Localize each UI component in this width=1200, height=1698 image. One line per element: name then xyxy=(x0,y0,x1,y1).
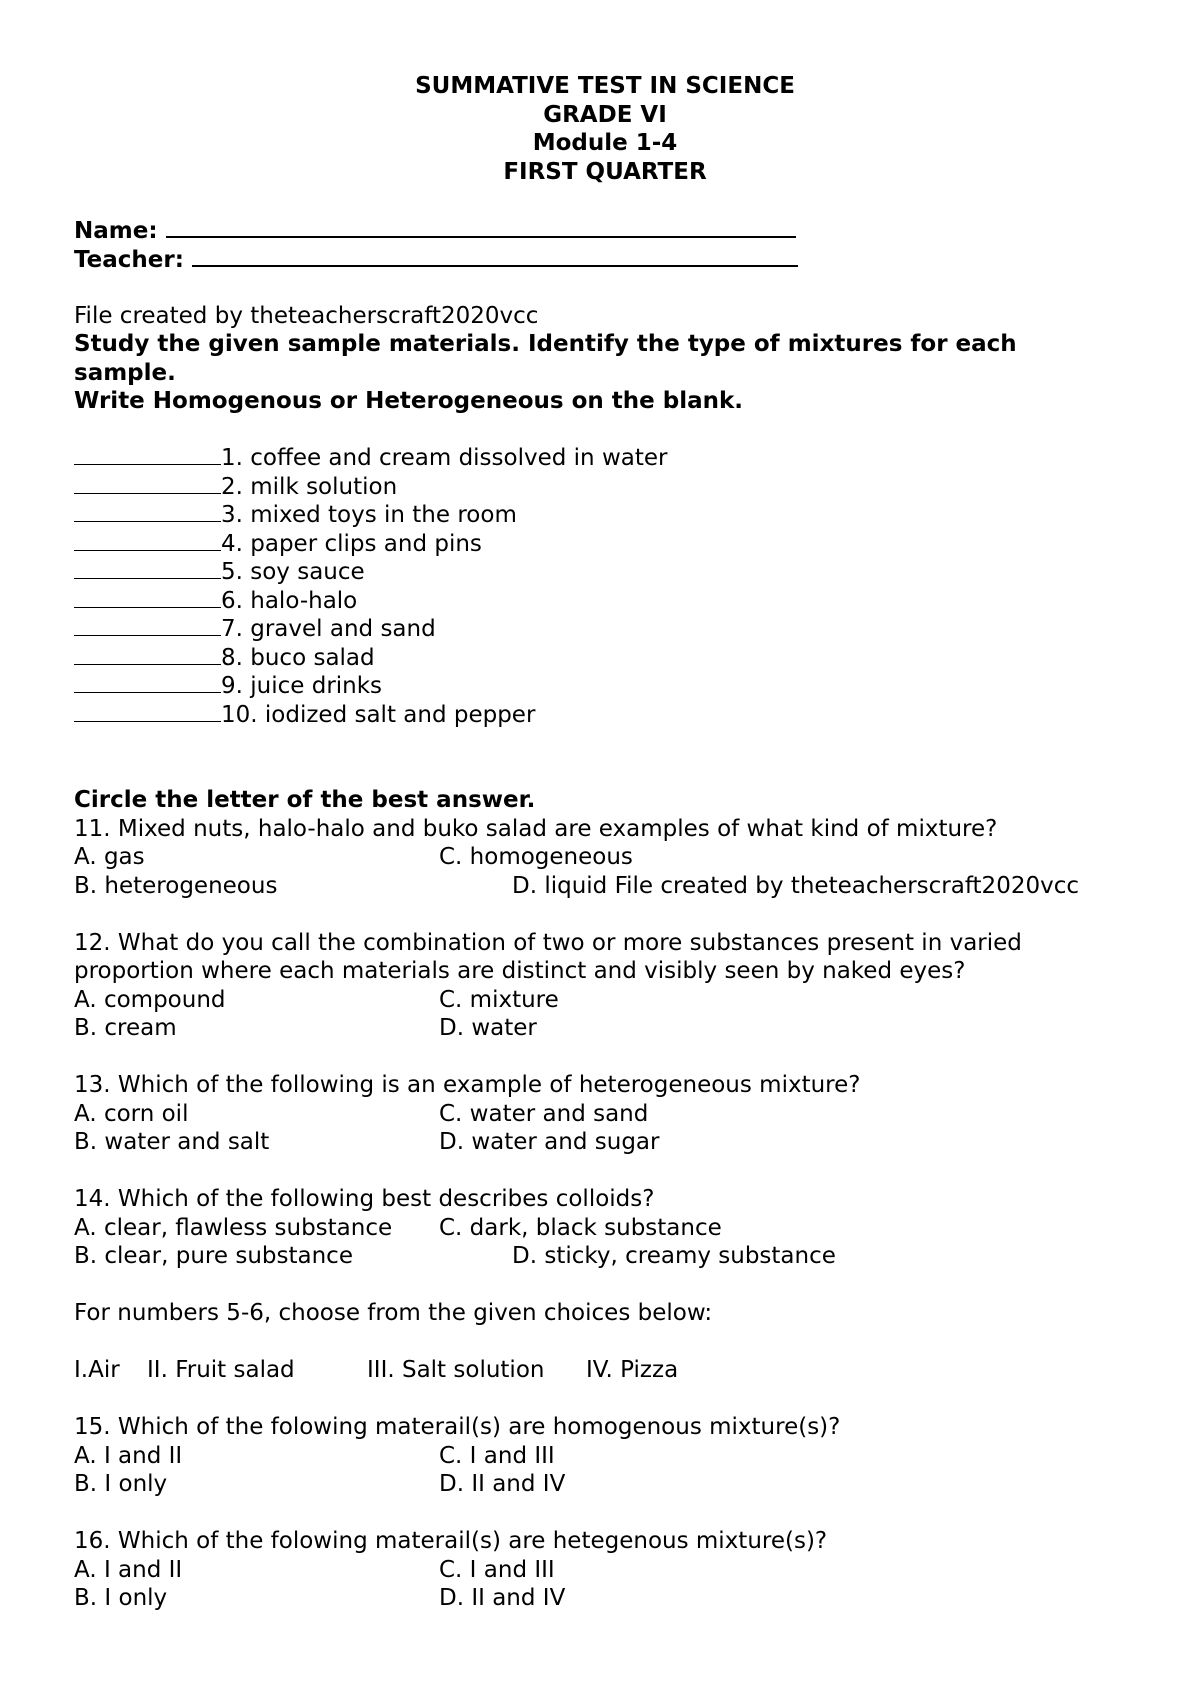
option-a[interactable]: A. clear, flawless substance xyxy=(74,1214,393,1241)
credit-text: File created by theteacherscraft2020vcc xyxy=(74,302,539,329)
part2-instruction: Circle the letter of the best answer. xyxy=(74,787,536,813)
options-row xyxy=(74,1128,1174,1157)
list-item[interactable]: 3. mixed toys in the room xyxy=(74,501,1174,530)
option-b[interactable]: B. cream xyxy=(74,1015,177,1041)
list-item[interactable]: 2. milk solution xyxy=(74,473,1174,502)
worksheet-body xyxy=(74,216,1174,1613)
option-b[interactable]: B. clear, pure substance xyxy=(74,1243,353,1269)
test-title: SUMMATIVE TEST IN SCIENCE xyxy=(415,73,795,99)
option-c[interactable]: C. dark, black substance xyxy=(439,1214,722,1241)
option-a[interactable]: A. gas xyxy=(74,844,145,870)
module-label: Module 1-4 xyxy=(532,130,678,156)
part1-instruction: Study the given sample materials. Identify the type of mixtures for each xyxy=(74,331,1017,357)
teacher-field[interactable] xyxy=(74,245,1174,274)
question-12-cont: proportion where each materials are distinct and visibly seen by naked eyes? xyxy=(74,958,966,984)
option-a[interactable]: A. compound xyxy=(74,986,226,1013)
answer-blank[interactable] xyxy=(74,501,221,522)
option-d[interactable]: D. II and IV xyxy=(439,1471,566,1497)
list-item[interactable]: 8. buco salad xyxy=(74,644,1174,673)
option-d[interactable]: D. II and IV xyxy=(439,1585,566,1611)
option-d[interactable]: D. sticky, creamy substance xyxy=(512,1243,836,1269)
quarter-label: FIRST QUARTER xyxy=(503,158,707,185)
options-row xyxy=(74,1242,1174,1271)
list-item[interactable]: 10. iodized salt and pepper xyxy=(74,701,1174,730)
option-a[interactable]: A. corn oil xyxy=(74,1100,189,1127)
page-header xyxy=(0,72,1200,186)
option-d[interactable]: D. water xyxy=(439,1015,537,1041)
option-d[interactable]: D. liquid File created by theteacherscraft2020vcc xyxy=(512,872,1079,899)
option-a[interactable]: A. I and II xyxy=(74,1556,183,1583)
options-row xyxy=(74,1014,1174,1043)
choice-iii: III. Salt solution xyxy=(367,1357,545,1383)
choice-ii: II. Fruit salad xyxy=(147,1357,295,1383)
question-15: 15. Which of the folowing materail(s) are homogenous mixture(s)? xyxy=(74,1414,841,1440)
choice-i: I.Air xyxy=(74,1357,120,1383)
teacher-label: Teacher: xyxy=(74,246,184,273)
options-row xyxy=(74,1442,1174,1471)
option-b[interactable]: B. water and salt xyxy=(74,1129,270,1155)
options-row xyxy=(74,1100,1174,1129)
list-item[interactable]: 1. coffee and cream dissolved in water xyxy=(74,444,1174,473)
question-16: 16. Which of the folowing materail(s) are hetegenous mixture(s)? xyxy=(74,1528,828,1554)
list-item[interactable]: 5. soy sauce xyxy=(74,558,1174,587)
options-row xyxy=(74,1584,1174,1613)
answer-blank[interactable] xyxy=(74,615,221,636)
option-c[interactable]: C. mixture xyxy=(439,986,559,1013)
question-13: 13. Which of the following is an example of heterogeneous mixture? xyxy=(74,1072,861,1098)
answer-blank[interactable] xyxy=(74,444,221,465)
name-blank[interactable] xyxy=(166,216,796,238)
option-a[interactable]: A. I and II xyxy=(74,1442,183,1469)
answer-blank[interactable] xyxy=(74,644,221,665)
option-b[interactable]: B. I only xyxy=(74,1471,168,1497)
question-11: 11. Mixed nuts, halo-halo and buko salad are examples of what kind of mixture? xyxy=(74,815,998,842)
answer-blank[interactable] xyxy=(74,530,221,551)
list-item[interactable]: 7. gravel and sand xyxy=(74,615,1174,644)
choices-row xyxy=(74,1356,1174,1385)
option-c[interactable]: C. I and III xyxy=(439,1556,555,1583)
answer-blank[interactable] xyxy=(74,701,221,722)
options-row xyxy=(74,1556,1174,1585)
options-row xyxy=(74,843,1174,872)
answer-blank[interactable] xyxy=(74,587,221,608)
teacher-blank[interactable] xyxy=(192,245,798,267)
option-c[interactable]: C. homogeneous xyxy=(439,844,633,870)
answer-blank[interactable] xyxy=(74,473,221,494)
options-row xyxy=(74,986,1174,1015)
question-14: 14. Which of the following best describes colloids? xyxy=(74,1186,655,1212)
option-b[interactable]: B. I only xyxy=(74,1585,168,1611)
grade-label: GRADE VI xyxy=(543,101,667,128)
part1-instruction-2: Write Homogenous or Heterogeneous on the blank. xyxy=(74,388,743,414)
list-item[interactable]: 6. halo-halo xyxy=(74,587,1174,616)
option-c[interactable]: C. water and sand xyxy=(439,1100,649,1127)
answer-blank[interactable] xyxy=(74,558,221,579)
part1-instruction-cont: sample. xyxy=(74,359,176,386)
options-row xyxy=(74,1470,1174,1499)
options-row xyxy=(74,872,1174,901)
option-c[interactable]: C. I and III xyxy=(439,1442,555,1469)
answer-blank[interactable] xyxy=(74,672,221,693)
list-item[interactable]: 4. paper clips and pins xyxy=(74,530,1174,559)
options-row xyxy=(74,1214,1174,1243)
option-d[interactable]: D. water and sugar xyxy=(439,1129,660,1155)
option-b[interactable]: B. heterogeneous xyxy=(74,872,278,899)
choice-iv: IV. Pizza xyxy=(586,1357,679,1383)
question-12: 12. What do you call the combination of two or more substances present in varied xyxy=(74,929,1022,956)
name-field[interactable] xyxy=(74,216,1174,245)
name-label: Name: xyxy=(74,218,158,244)
list-item[interactable]: 9. juice drinks xyxy=(74,672,1174,701)
choices-intro: For numbers 5-6, choose from the given choices below: xyxy=(74,1300,713,1326)
